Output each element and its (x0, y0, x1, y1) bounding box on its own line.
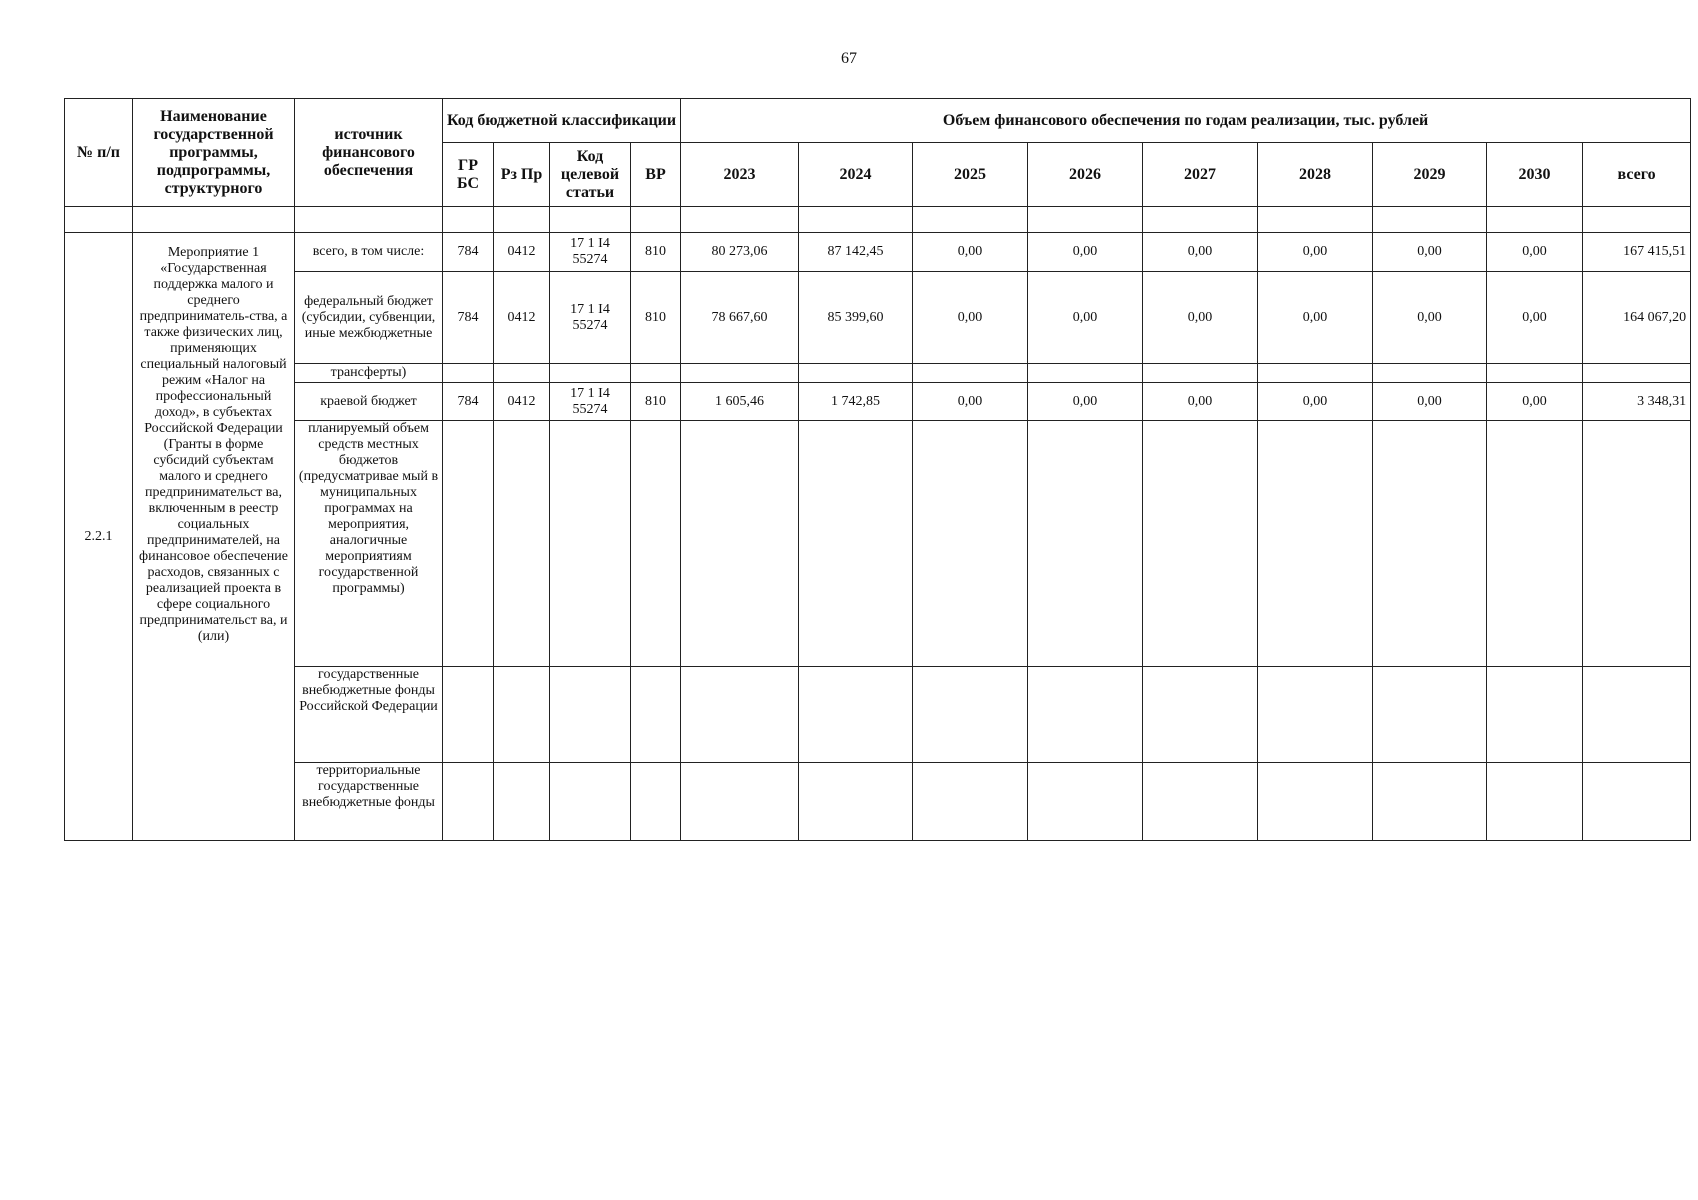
rzpr-cell: 0412 (494, 233, 550, 272)
header-year-2027: 2027 (1143, 143, 1258, 207)
source-label: территориальные государственные внебюджетные фонды (295, 763, 443, 841)
value-2025: 0,00 (913, 272, 1028, 364)
value-2028: 0,00 (1258, 383, 1373, 421)
rzpr-cell: 0412 (494, 272, 550, 364)
table-row-total (65, 233, 1691, 272)
header-year-2023: 2023 (681, 143, 799, 207)
header-total: всего (1583, 143, 1691, 207)
header-year-2025: 2025 (913, 143, 1028, 207)
value-2027: 0,00 (1143, 383, 1258, 421)
table-row-state-funds (65, 667, 1691, 763)
value-total: 167 415,51 (1583, 233, 1691, 272)
value-2023: 1 605,46 (681, 383, 799, 421)
header-year-2024: 2024 (799, 143, 913, 207)
value-2025: 0,00 (913, 233, 1028, 272)
header-rzpr: Рз Пр (494, 143, 550, 207)
header-source: источник финансового обеспечения (295, 99, 443, 207)
value-2028: 0,00 (1258, 272, 1373, 364)
rzpr-cell: 0412 (494, 383, 550, 421)
value-2024: 85 399,60 (799, 272, 913, 364)
header-year-2030: 2030 (1487, 143, 1583, 207)
value-2023: 78 667,60 (681, 272, 799, 364)
table-row-federal (65, 272, 1691, 364)
value-2029: 0,00 (1373, 233, 1487, 272)
row-number: 2.2.1 (65, 233, 133, 841)
value-2025: 0,00 (913, 383, 1028, 421)
value-2030: 0,00 (1487, 383, 1583, 421)
header-vr: ВР (631, 143, 681, 207)
header-grbs: ГР БС (443, 143, 494, 207)
header-row-1 (65, 99, 1691, 143)
csr-cell: 17 1 I4 55274 (550, 233, 631, 272)
header-csr: Код целевой статьи (550, 143, 631, 207)
grbs-cell: 784 (443, 272, 494, 364)
header-year-2028: 2028 (1258, 143, 1373, 207)
row-name: Мероприятие 1 «Государственная поддержка малого и среднего предприниматель-ства, а также физических лиц, применяющих специальный налоговый режим «Налог на профессиональный доход», в субъектах Российской Федерации (Гранты в форме субсидий субъектам малого и среднего предпринимательст ва, включенным в реестр социальных предпринимателей, на финансовое обеспечение расходов, связанных с реализацией проекта в сфере социального предпринимательст ва, и (или) (133, 233, 295, 841)
value-2027: 0,00 (1143, 272, 1258, 364)
value-2024: 87 142,45 (799, 233, 913, 272)
vr-cell: 810 (631, 272, 681, 364)
value-2026: 0,00 (1028, 233, 1143, 272)
spacer-row (65, 207, 1691, 233)
table-row-federal-cont (65, 364, 1691, 383)
header-year-2029: 2029 (1373, 143, 1487, 207)
value-2023: 80 273,06 (681, 233, 799, 272)
header-code-group: Код бюджетной классификации (443, 99, 681, 143)
source-label: федеральный бюджет (субсидии, субвенции, иные межбюджетные (295, 272, 443, 364)
source-label: всего, в том числе: (295, 233, 443, 272)
grbs-cell: 784 (443, 383, 494, 421)
value-2027: 0,00 (1143, 233, 1258, 272)
value-2030: 0,00 (1487, 233, 1583, 272)
header-num: № п/п (65, 99, 133, 207)
source-label: планируемый объем средств местных бюджетов (предусматривае мый в муниципальных программах на мероприятия, аналогичные мероприятиям государственной программы) (295, 421, 443, 667)
header-years-group: Объем финансового обеспечения по годам реализации, тыс. рублей (681, 99, 1691, 143)
value-2026: 0,00 (1028, 383, 1143, 421)
vr-cell: 810 (631, 233, 681, 272)
header-year-2026: 2026 (1028, 143, 1143, 207)
source-label: государственные внебюджетные фонды Российской Федерации (295, 667, 443, 763)
vr-cell: 810 (631, 383, 681, 421)
csr-cell: 17 1 I4 55274 (550, 272, 631, 364)
value-2024: 1 742,85 (799, 383, 913, 421)
value-2030: 0,00 (1487, 272, 1583, 364)
source-label: трансферты) (295, 364, 443, 383)
page-number: 67 (841, 50, 857, 67)
financing-table (64, 98, 1691, 841)
grbs-cell: 784 (443, 233, 494, 272)
value-total: 3 348,31 (1583, 383, 1691, 421)
value-total: 164 067,20 (1583, 272, 1691, 364)
value-2026: 0,00 (1028, 272, 1143, 364)
value-2029: 0,00 (1373, 272, 1487, 364)
source-label: краевой бюджет (295, 383, 443, 421)
value-2029: 0,00 (1373, 383, 1487, 421)
table-row-territorial-funds (65, 763, 1691, 841)
table-row-local (65, 421, 1691, 667)
csr-cell: 17 1 I4 55274 (550, 383, 631, 421)
value-2028: 0,00 (1258, 233, 1373, 272)
table-row-regional (65, 383, 1691, 421)
header-name: Наименование государственной программы, подпрограммы, структурного (133, 99, 295, 207)
